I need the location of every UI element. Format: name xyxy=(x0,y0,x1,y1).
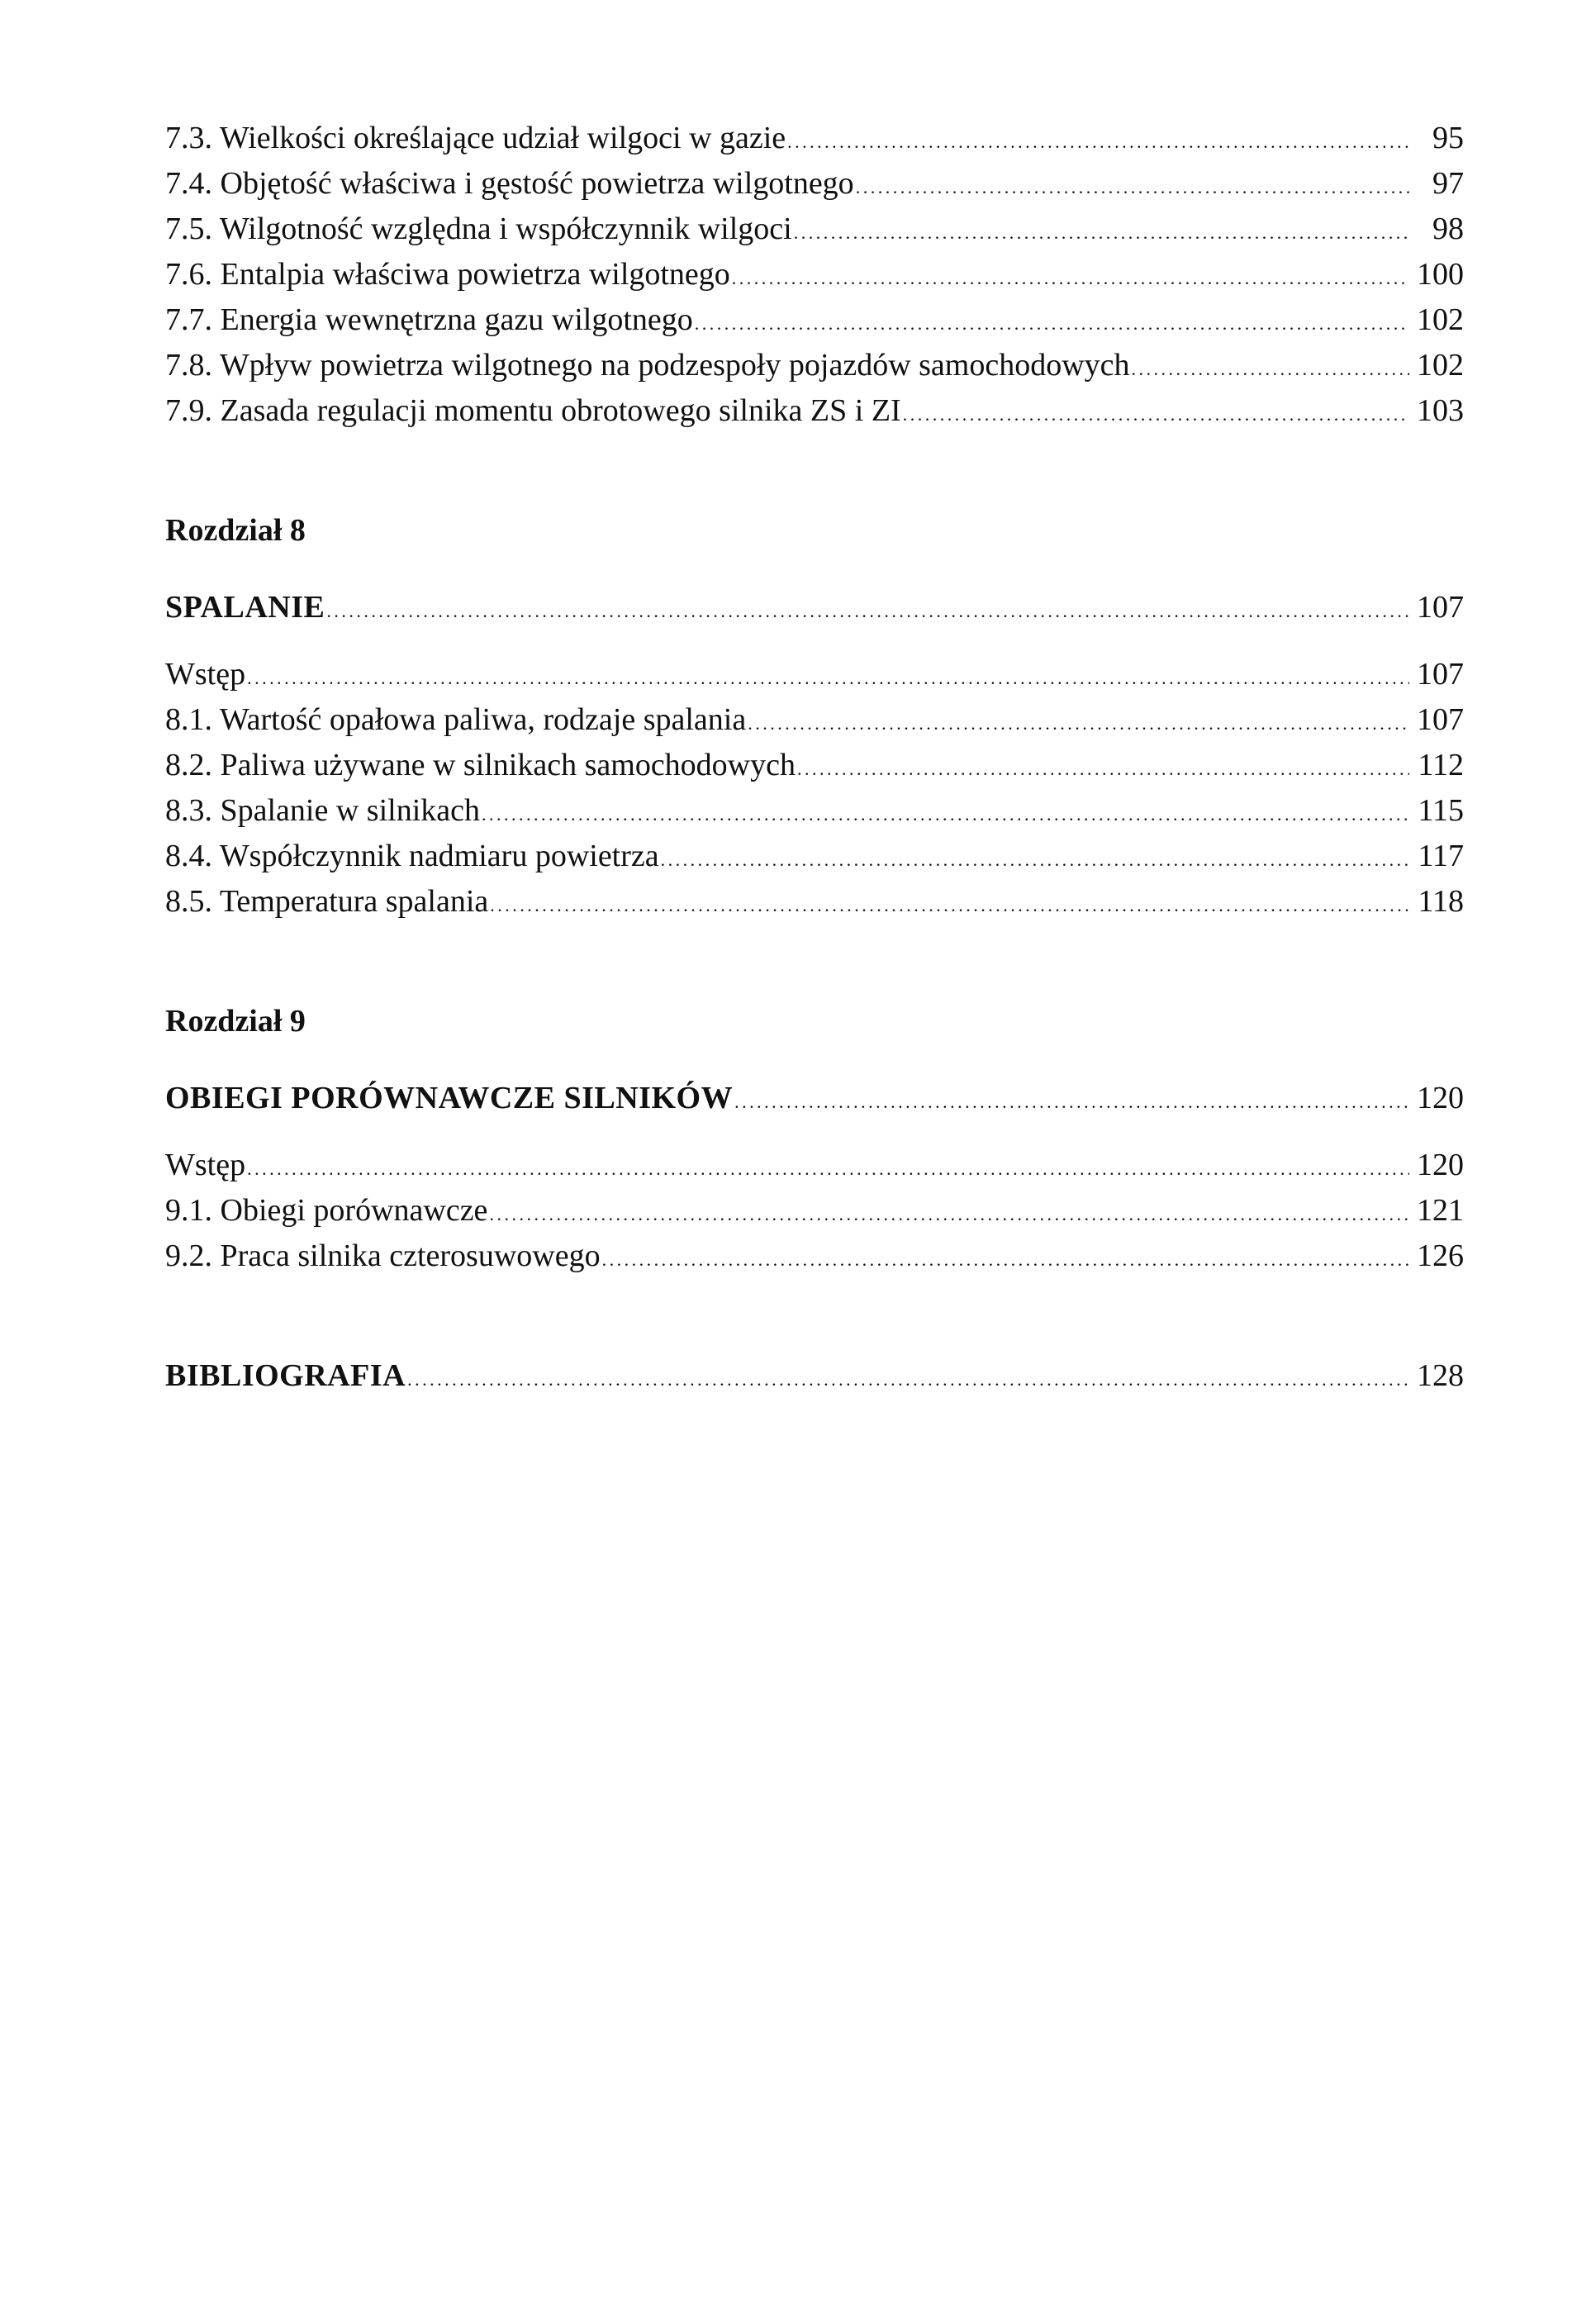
bibliography-title: BIBLIOGRAFIA xyxy=(165,1358,406,1393)
toc-entry-page: 126 xyxy=(1417,1238,1464,1273)
toc-entry xyxy=(165,788,1464,834)
section7-list xyxy=(165,116,1464,434)
toc-entry-title: 7.6. Entalpia właściwa powietrza wilgotnego xyxy=(165,257,730,292)
toc-entry-title: 8.4. Współczynnik nadmiaru powietrza xyxy=(165,839,659,873)
toc-entry-title: 8.3. Spalanie w silnikach xyxy=(165,793,480,828)
toc-entry-page: 120 xyxy=(1417,1148,1464,1182)
dot-leader xyxy=(856,164,1409,210)
toc-entry-page: 112 xyxy=(1418,748,1464,782)
chapter-label: Rozdział 9 xyxy=(165,1004,306,1039)
toc-entry-page: 102 xyxy=(1417,348,1464,383)
table-of-contents xyxy=(165,116,1464,1399)
toc-entry-title: 9.2. Praca silnika czterosuwowego xyxy=(165,1238,601,1273)
toc-entry xyxy=(165,652,1464,697)
toc-entry-title: 8.5. Temperatura spalania xyxy=(165,884,489,919)
toc-entry-page: 117 xyxy=(1418,839,1464,873)
toc-entry xyxy=(165,388,1464,434)
dot-leader xyxy=(247,1146,1409,1191)
toc-entry-title: 7.7. Energia wewnętrzna gazu wilgotnego xyxy=(165,302,693,337)
toc-entry-page: 115 xyxy=(1418,793,1464,828)
chapter-heading xyxy=(165,585,1464,630)
toc-entry xyxy=(165,161,1464,207)
toc-entry xyxy=(165,879,1464,925)
toc-entry xyxy=(165,743,1464,788)
toc-entry xyxy=(165,252,1464,297)
toc-entry-page: 102 xyxy=(1417,302,1464,337)
toc-entry xyxy=(165,1143,1464,1188)
chapter-heading-page: 120 xyxy=(1417,1081,1464,1115)
toc-entry-page: 107 xyxy=(1417,702,1464,737)
dot-leader xyxy=(326,588,1409,634)
toc-entry-title: Wstęp xyxy=(165,657,246,692)
toc-entry-title: 7.5. Wilgotność względna i współczynnik wilgoci xyxy=(165,212,792,246)
toc-entry xyxy=(165,343,1464,388)
dot-leader xyxy=(602,1237,1409,1282)
dot-leader xyxy=(732,255,1409,301)
toc-entry-title: 7.9. Zasada regulacji momentu obrotowego silnika ZS i ZI xyxy=(165,393,901,428)
dot-leader xyxy=(734,1079,1409,1124)
chapter8-group xyxy=(165,508,1464,925)
dot-leader xyxy=(661,837,1409,882)
toc-entry-page: 95 xyxy=(1432,121,1464,155)
toc-entry xyxy=(165,697,1464,743)
chapter-heading-title: OBIEGI PORÓWNAWCZE SILNIKÓW xyxy=(165,1081,734,1115)
toc-entry-page: 100 xyxy=(1417,257,1464,292)
toc-entry-title: 7.8. Wpływ powietrza wilgotnego na podzespoły pojazdów samochodowych xyxy=(165,348,1130,383)
dot-leader xyxy=(490,882,1409,928)
toc-entry xyxy=(165,207,1464,252)
chapter9-group xyxy=(165,999,1464,1279)
toc-entry-title: 8.2. Paliwa używane w silnikach samochodowych xyxy=(165,748,796,782)
toc-entry-title: 9.1. Obiegi porównawcze xyxy=(165,1193,488,1228)
dot-leader xyxy=(797,746,1409,792)
dot-leader xyxy=(482,792,1409,837)
dot-leader xyxy=(748,701,1409,746)
toc-entry xyxy=(165,1234,1464,1279)
toc-entry-page: 97 xyxy=(1432,166,1464,201)
toc-entry-page: 118 xyxy=(1418,884,1464,919)
dot-leader xyxy=(247,655,1409,701)
dot-leader xyxy=(407,1357,1409,1402)
toc-entry-title: 7.4. Objętość właściwa i gęstość powietrza wilgotnego xyxy=(165,166,854,201)
toc-entry xyxy=(165,1188,1464,1234)
toc-entry-page: 103 xyxy=(1417,393,1464,428)
toc-entry xyxy=(165,834,1464,879)
toc-entry-page: 98 xyxy=(1432,212,1464,246)
toc-entry-title: 8.1. Wartość opałowa paliwa, rodzaje spalania xyxy=(165,702,747,737)
chapter-heading xyxy=(165,1076,1464,1121)
toc-entry-title: 7.3. Wielkości określające udział wilgoci w gazie xyxy=(165,121,786,155)
toc-entry xyxy=(165,116,1464,161)
dot-leader xyxy=(489,1191,1409,1237)
toc-entry-page: 107 xyxy=(1417,657,1464,692)
toc-entry-page: 121 xyxy=(1417,1193,1464,1228)
dot-leader xyxy=(787,119,1409,164)
bibliography-entry xyxy=(165,1353,1464,1399)
chapter-heading-page: 107 xyxy=(1417,590,1464,625)
chapter-label: Rozdział 8 xyxy=(165,513,306,548)
toc-entry-title: Wstęp xyxy=(165,1148,246,1182)
bibliography-page: 128 xyxy=(1417,1358,1464,1393)
chapter-heading-title: SPALANIE xyxy=(165,590,325,625)
dot-leader xyxy=(903,392,1409,437)
toc-entry xyxy=(165,297,1464,343)
dot-leader xyxy=(695,301,1409,346)
dot-leader xyxy=(794,210,1409,255)
dot-leader xyxy=(1132,346,1409,392)
